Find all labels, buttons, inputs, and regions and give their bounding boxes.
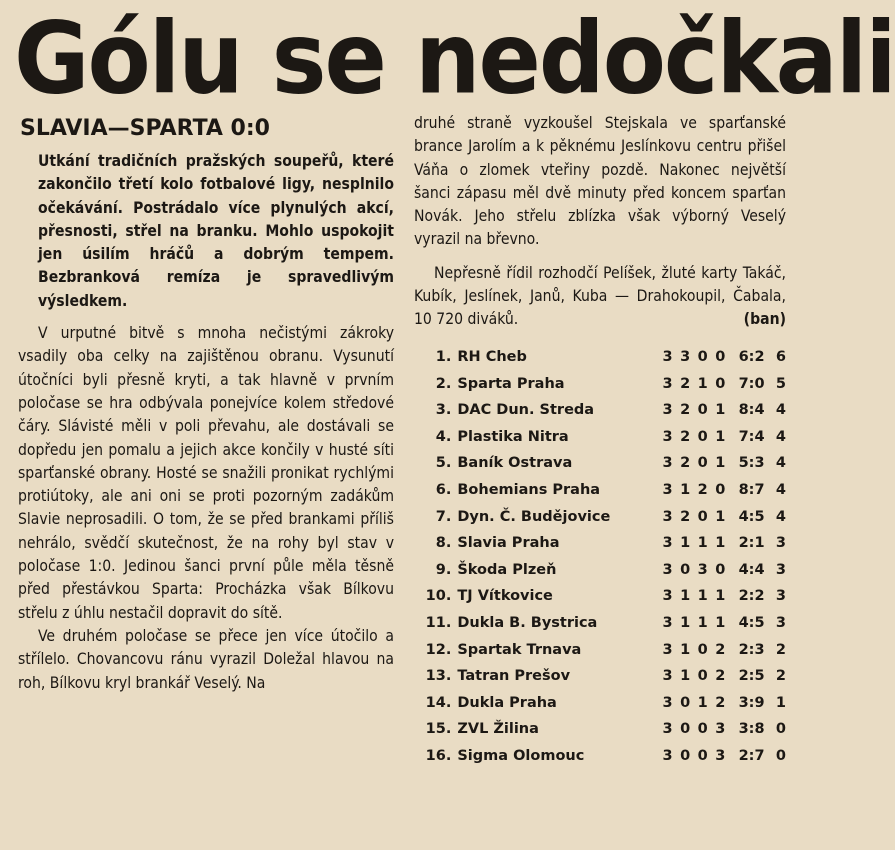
- rank-cell: 7.: [435, 508, 452, 525]
- goals-cell: 4:5: [738, 614, 765, 631]
- league-table: [414, 344, 786, 770]
- rank-cell: 14.: [425, 694, 452, 711]
- team-name-cell: Tatran Prešov: [457, 668, 571, 685]
- wins-cell: 1: [680, 614, 691, 631]
- losses-cell: 0: [715, 481, 726, 498]
- goals-cell: 5:3: [738, 455, 765, 472]
- losses-cell: 3: [715, 721, 726, 738]
- match-info-text: Nepřesně řídil rozhodčí Pelíšek, žluté karty Takáč, Kubík, Jeslínek, Janů, Kuba — Drahokoupil, Čabala, 10 720 diváků.: [414, 263, 786, 329]
- goals-cell: 2:1: [738, 535, 765, 552]
- losses-cell: 2: [715, 641, 726, 658]
- draws-cell: 1: [697, 588, 708, 605]
- wins-cell: 2: [680, 402, 691, 419]
- table-row: [414, 636, 786, 663]
- losses-cell: 2: [715, 668, 726, 685]
- played-cell: 3: [662, 455, 673, 472]
- team-name-cell: TJ Vítkovice: [457, 588, 553, 605]
- draws-cell: 3: [697, 561, 708, 578]
- rank-cell: 5.: [435, 455, 452, 472]
- author-signature: (ban): [743, 310, 786, 329]
- points-cell: 3: [775, 535, 786, 552]
- team-name-cell: Dukla Praha: [457, 694, 557, 711]
- wins-cell: 3: [680, 348, 691, 365]
- headline: Gólu se nedočkali: [14, 0, 895, 117]
- points-cell: 3: [775, 561, 786, 578]
- goals-cell: 8:4: [738, 402, 765, 419]
- right-column: [414, 112, 786, 769]
- lead-paragraph: Utkání tradičních pražských soupeřů, které zakončilo třetí kolo fotbalové ligy, nesplnilo očekávání. Postrádalo více plynulých akcí, přesnosti, střel na branku. Mohlo uspokojit jen úsilím hráčů a dobrým tempem. Bezbranková remíza je spravedlivým výsledkem.: [38, 152, 394, 310]
- body-paragraph: V urputné bitvě s mnoha nečistými zákroky vsadily oba celky na zajištěnou obranu. Vysunutí útočníci byli přesně kryti, a tak hlavně v prvním poločase se hra odbývala ponejvíce kolem středové čáry. Slávisté měli v poli převahu, ale dostávali se dopředu jen pomalu a jejich akce končily v husté síti sparťanské obrany. Hosté se snažili pronikat rychlými protiútoky, ale ani oni se proti pozorným zadákům Slavie neprosadili. O tom, že se před brankami příliš nehrálo, svědčí skutečnost, že na rohy byl stav v poločase 1:0. Jedinou šanci první půle měla těsně před přestávkou Sparta: Procházka však Bílkovu střelu z úhlu nestačil dopravit do sítě.: [18, 324, 394, 622]
- match-info: [414, 262, 786, 332]
- rank-cell: 2.: [435, 375, 452, 392]
- losses-cell: 1: [715, 535, 726, 552]
- team-name-cell: RH Cheb: [457, 348, 527, 365]
- wins-cell: 1: [680, 588, 691, 605]
- played-cell: 3: [662, 375, 673, 392]
- played-cell: 3: [662, 481, 673, 498]
- table-row: [414, 370, 786, 397]
- played-cell: 3: [662, 402, 673, 419]
- rank-cell: 4.: [435, 428, 452, 445]
- team-name-cell: Spartak Trnava: [457, 641, 582, 658]
- wins-cell: 2: [680, 375, 691, 392]
- table-row: [414, 610, 786, 637]
- wins-cell: 2: [680, 508, 691, 525]
- rank-cell: 8.: [435, 535, 452, 552]
- draws-cell: 0: [697, 508, 708, 525]
- points-cell: 4: [775, 428, 786, 445]
- draws-cell: 1: [697, 614, 708, 631]
- losses-cell: 0: [715, 375, 726, 392]
- draws-cell: 0: [697, 747, 708, 764]
- points-cell: 4: [775, 455, 786, 472]
- table-row: [414, 344, 786, 371]
- losses-cell: 3: [715, 747, 726, 764]
- draws-cell: 1: [697, 375, 708, 392]
- table-row: [414, 556, 786, 583]
- goals-cell: 6:2: [738, 348, 765, 365]
- losses-cell: 1: [715, 455, 726, 472]
- points-cell: 2: [775, 641, 786, 658]
- goals-cell: 3:9: [738, 694, 765, 711]
- goals-cell: 4:4: [738, 561, 765, 578]
- rank-cell: 6.: [435, 481, 452, 498]
- team-name-cell: Slavia Praha: [457, 535, 560, 552]
- table-row: [414, 477, 786, 504]
- wins-cell: 0: [680, 747, 691, 764]
- points-cell: 6: [775, 348, 786, 365]
- rank-cell: 15.: [425, 721, 452, 738]
- table-row: [414, 689, 786, 716]
- points-cell: 0: [775, 721, 786, 738]
- draws-cell: 1: [697, 535, 708, 552]
- losses-cell: 1: [715, 428, 726, 445]
- body-paragraph: Ve druhém poločase se přece jen více útočilo a střílelo. Chovancovu ránu vyrazil Doležal hlavou na roh, Bílkovu kryl brankář Veselý. Na: [18, 626, 394, 692]
- draws-cell: 0: [697, 348, 708, 365]
- rank-cell: 11.: [425, 614, 452, 631]
- played-cell: 3: [662, 747, 673, 764]
- played-cell: 3: [662, 721, 673, 738]
- played-cell: 3: [662, 561, 673, 578]
- losses-cell: 1: [715, 614, 726, 631]
- wins-cell: 1: [680, 668, 691, 685]
- played-cell: 3: [662, 694, 673, 711]
- table-row: [414, 583, 786, 610]
- wins-cell: 0: [680, 721, 691, 738]
- goals-cell: 3:8: [738, 721, 765, 738]
- points-cell: 4: [775, 402, 786, 419]
- rank-cell: 9.: [435, 561, 452, 578]
- wins-cell: 2: [680, 428, 691, 445]
- match-result-subheadline: SLAVIA—SPARTA 0:0: [20, 116, 270, 141]
- rank-cell: 10.: [425, 588, 452, 605]
- team-name-cell: Plastika Nitra: [457, 428, 569, 445]
- team-name-cell: Sparta Praha: [457, 375, 565, 392]
- rank-cell: 12.: [425, 641, 452, 658]
- goals-cell: 8:7: [738, 481, 765, 498]
- draws-cell: 0: [697, 455, 708, 472]
- team-name-cell: Škoda Plzeň: [457, 561, 557, 578]
- played-cell: 3: [662, 588, 673, 605]
- goals-cell: 2:2: [738, 588, 765, 605]
- wins-cell: 0: [680, 561, 691, 578]
- losses-cell: 1: [715, 402, 726, 419]
- draws-cell: 0: [697, 428, 708, 445]
- team-name-cell: Dyn. Č. Budějovice: [457, 508, 611, 525]
- wins-cell: 1: [680, 481, 691, 498]
- points-cell: 4: [775, 481, 786, 498]
- table-row: [414, 716, 786, 743]
- losses-cell: 0: [715, 561, 726, 578]
- table-row: [414, 397, 786, 424]
- losses-cell: 1: [715, 508, 726, 525]
- points-cell: 1: [775, 694, 786, 711]
- losses-cell: 2: [715, 694, 726, 711]
- points-cell: 4: [775, 508, 786, 525]
- table-row: [414, 663, 786, 690]
- rank-cell: 13.: [425, 668, 452, 685]
- draws-cell: 1: [697, 694, 708, 711]
- losses-cell: 1: [715, 588, 726, 605]
- goals-cell: 2:3: [738, 641, 765, 658]
- goals-cell: 7:0: [738, 375, 765, 392]
- team-name-cell: Dukla B. Bystrica: [457, 614, 598, 631]
- played-cell: 3: [662, 668, 673, 685]
- played-cell: 3: [662, 614, 673, 631]
- team-name-cell: Sigma Olomouc: [457, 747, 585, 764]
- team-name-cell: ZVL Žilina: [457, 721, 539, 738]
- table-row: [414, 423, 786, 450]
- draws-cell: 0: [697, 721, 708, 738]
- table-row: [414, 450, 786, 477]
- rank-cell: 3.: [435, 402, 452, 419]
- team-name-cell: Baník Ostrava: [457, 455, 573, 472]
- played-cell: 3: [662, 535, 673, 552]
- left-column: [18, 112, 394, 695]
- team-name-cell: DAC Dun. Streda: [457, 402, 595, 419]
- wins-cell: 2: [680, 455, 691, 472]
- played-cell: 3: [662, 428, 673, 445]
- rank-cell: 1.: [435, 348, 452, 365]
- points-cell: 5: [775, 375, 786, 392]
- wins-cell: 0: [680, 694, 691, 711]
- goals-cell: 2:7: [738, 747, 765, 764]
- played-cell: 3: [662, 508, 673, 525]
- goals-cell: 2:5: [738, 668, 765, 685]
- points-cell: 3: [775, 614, 786, 631]
- table-row: [414, 743, 786, 770]
- points-cell: 3: [775, 588, 786, 605]
- body-paragraph: druhé straně vyzkoušel Stejskala ve sparťanské brance Jarolím a k pěknému Jeslínkovu centru přišel Váňa o zlomek vteřiny pozdě. Nakonec největší šanci zápasu měl dvě minuty před koncem sparťan Novák. Jeho střelu zblízka však výborný Veselý vyrazil na břevno.: [414, 114, 786, 249]
- goals-cell: 7:4: [738, 428, 765, 445]
- draws-cell: 0: [697, 641, 708, 658]
- goals-cell: 4:5: [738, 508, 765, 525]
- draws-cell: 0: [697, 668, 708, 685]
- draws-cell: 2: [697, 481, 708, 498]
- points-cell: 2: [775, 668, 786, 685]
- wins-cell: 1: [680, 535, 691, 552]
- table-row: [414, 503, 786, 530]
- losses-cell: 0: [715, 348, 726, 365]
- played-cell: 3: [662, 641, 673, 658]
- draws-cell: 0: [697, 402, 708, 419]
- rank-cell: 16.: [425, 747, 452, 764]
- points-cell: 0: [775, 747, 786, 764]
- team-name-cell: Bohemians Praha: [457, 481, 601, 498]
- played-cell: 3: [662, 348, 673, 365]
- table-row: [414, 530, 786, 557]
- wins-cell: 1: [680, 641, 691, 658]
